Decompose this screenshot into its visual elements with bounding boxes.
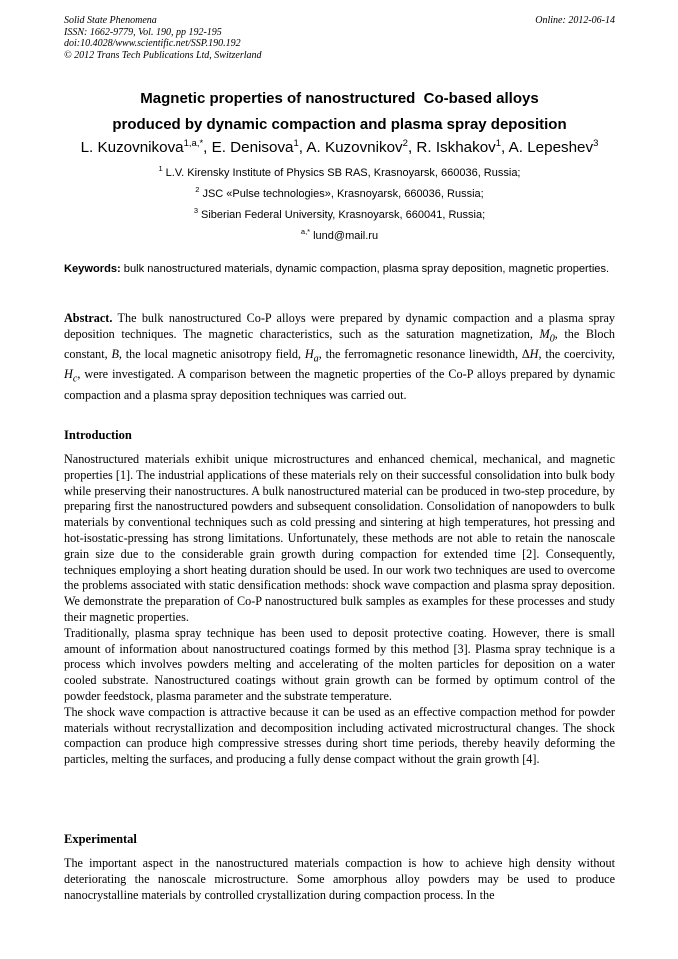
affiliation [64, 205, 615, 226]
abstract-label: Abstract. [64, 311, 113, 325]
journal-header [64, 15, 615, 61]
corresponding-email [64, 226, 615, 247]
symbol-sub: c [72, 373, 78, 385]
keywords-text: bulk nanostructured materials, dynamic compaction, plasma spray deposition, magnetic properties. [120, 263, 610, 275]
paragraph: The shock wave compaction is attractive because it can be used as an effective compaction method for powder materials without recrystallization and decomposition including activated microstructural changes. The shock compaction can produce high compressive stresses during short time periods, thereby heavily deforming the particles, melting the surfaces, and producing a fully dense compact without the grain growth [4]. [64, 704, 615, 767]
author-affil-mark: 2 [402, 138, 408, 149]
author-name: A. Kuzovnikov [306, 139, 403, 156]
section-heading-introduction: Introduction [64, 428, 132, 442]
author-name: E. Denisova [211, 139, 294, 156]
symbol: H [529, 347, 539, 362]
online-date: Online: 2012-06-14 [535, 15, 615, 26]
abstract-text: , the ferromagnetic resonance linewidth, Δ [318, 347, 530, 362]
journal-name: Solid State Phenomena [64, 15, 157, 26]
author-sep: , [407, 139, 417, 156]
email-text: lund@mail.ru [313, 230, 379, 242]
affil-mark: a,* [300, 227, 311, 236]
symbol-sub: 0 [549, 333, 555, 345]
keywords-label: Keywords: [64, 263, 121, 275]
doi-line: doi:10.4028/www.scientific.net/SSP.190.192 [64, 38, 241, 49]
author-affil-mark: 1 [495, 138, 502, 149]
author-affil-mark: 3 [593, 138, 599, 149]
affil-text: Siberian Federal University, Krasnoyarsk, 660041, Russia; [201, 209, 486, 221]
paragraph: The important aspect in the nanostructured materials compaction is how to achieve high density without deteriorating the nanoscale microstructure. Some amorphous alloy powders may be used to produce nanocrystalline materials by controlled crystallization during compaction process. In the [64, 856, 615, 902]
experimental-body [64, 856, 615, 903]
symbol: M [539, 326, 550, 341]
abstract-text: , the local magnetic anisotropy field, [118, 347, 305, 362]
affil-text: JSC «Pulse technologies», Krasnoyarsk, 660036, Russia; [202, 188, 484, 200]
author-sep: , [298, 139, 307, 156]
affil-mark: 2 [195, 185, 200, 194]
title-line-2: produced by dynamic compaction and plasma spray deposition [112, 116, 567, 133]
paragraph: Traditionally, plasma spray technique has been used to deposit protective coating. However, there is small amount of information about nanostructured coatings formed by this method [3]. Plasma spray technique is a process which involves powders melting and accelerating of the molten particles for deposition on a water cooled substrate. Nanostructured coatings without grain growth can be formed by optimum control of the powder feedstock, plasma parameter and the substrate temperature. [64, 625, 615, 703]
affil-text: L.V. Kirensky Institute of Physics SB RAS, Krasnoyarsk, 660036, Russia; [165, 167, 521, 179]
abstract-text: , the Bloch constant, [64, 326, 615, 362]
symbol-sub: a [313, 353, 319, 365]
abstract-block [64, 311, 615, 403]
abstract-text: , were investigated. A comparison between the magnetic properties of the Co-P alloys prepared by dynamic compaction and a plasma spray deposition techniques was carried out. [64, 367, 615, 402]
symbol: H [304, 347, 314, 362]
copyright-line: © 2012 Trans Tech Publications Ltd, Switzerland [64, 49, 262, 61]
paragraph: Nanostructured materials exhibit unique microstructures and enhanced chemical, mechanical, and magnetic properties [1]. The industrial applications of these materials rely on their successful consolidation into bulk body while preserving their nanostructures. A bulk nanostructured material can be produced in two-step procedure, by preparing first the nanostructured powders and subsequent consolidation. Consolidation of nanopowders to bulk materials by conventional techniques such as cold pressing and sintering at high temperatures, hot pressing and hot-isostatic-pressing has strong limitations. Unfortunately, these methods are not able to retain the nanoscale grain size due to the considerable grain growth during compaction for extended time [2]. Consequently, techniques employing a short heating duration should be used. In our work two techniques are used to overcome the problems associated with static densification methods: shock wave compaction and plasma spray deposition. We demonstrate the preparation of Co-P nanostructured bulk samples as examples for these processes and study their magnetic properties. [64, 452, 615, 624]
abstract-text: , the coercivity, [538, 347, 615, 362]
affiliation [64, 163, 615, 184]
title-line-1: Magnetic properties of nanostructured Co-based alloys [140, 90, 539, 107]
issn-line: ISSN: 1662-9779, Vol. 190, pp 192-195 [64, 26, 222, 38]
affil-mark: 3 [193, 206, 199, 215]
author-affil-mark: 1 [293, 138, 299, 149]
author-affil-mark: 1,a,* [183, 138, 204, 149]
abstract-text: The bulk nanostructured Co-P alloys were prepared by dynamic compaction and a plasma spray deposition techniques. The magnetic characteristics, such as the saturation magnetization, [64, 311, 615, 341]
author-name: R. Iskhakov [416, 139, 496, 156]
affil-mark: 1 [158, 164, 163, 173]
symbol: B [111, 347, 119, 362]
paper-title [64, 86, 615, 138]
author-list [64, 137, 615, 159]
symbol: H [64, 367, 73, 382]
keywords-block [64, 262, 615, 278]
author-sep: , [501, 139, 509, 156]
author-name: L. Kuzovnikova [80, 139, 184, 156]
author-sep: , [203, 139, 212, 156]
affiliation-list [64, 163, 615, 247]
author-name: A. Lepeshev [508, 139, 594, 156]
section-heading-experimental: Experimental [64, 832, 137, 846]
introduction-body [64, 452, 615, 768]
affiliation [64, 184, 615, 205]
